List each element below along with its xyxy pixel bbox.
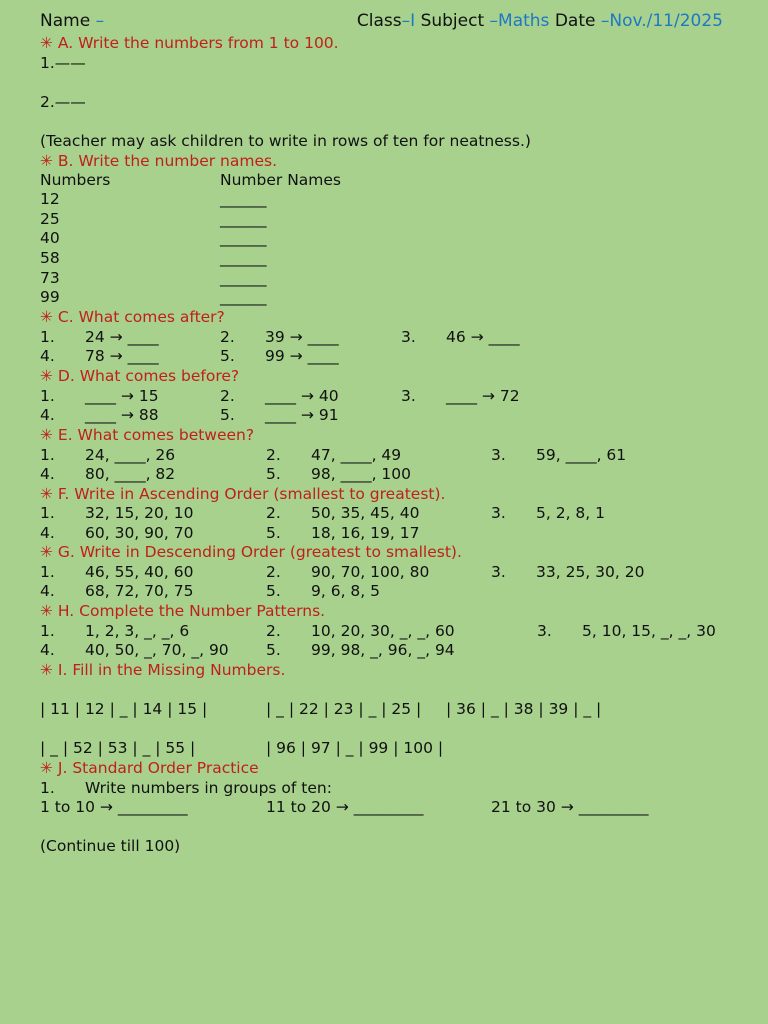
question-item bbox=[40, 524, 193, 543]
question-item bbox=[40, 446, 175, 465]
number-cell: 40 bbox=[40, 229, 60, 247]
question-item bbox=[220, 387, 339, 406]
table-row bbox=[40, 229, 740, 248]
numbers-column-header: Numbers bbox=[40, 171, 111, 189]
name-blank: ______ bbox=[220, 210, 267, 228]
question-item bbox=[491, 504, 605, 523]
question-text: 39 → ____ bbox=[265, 328, 339, 346]
number-cell: 73 bbox=[40, 269, 60, 287]
question-item bbox=[40, 347, 159, 366]
question-text: ____ → 88 bbox=[85, 406, 159, 424]
question-number: 5. bbox=[266, 465, 281, 483]
question-row bbox=[40, 582, 740, 601]
section-j-title: ✳ J. Standard Order Practice bbox=[40, 759, 259, 777]
question-text: 1, 2, 3, _, _, 6 bbox=[85, 622, 190, 640]
question-number: 5. bbox=[220, 406, 235, 424]
question-item bbox=[266, 641, 455, 660]
question-item bbox=[40, 328, 159, 347]
question-text: 99 → ____ bbox=[265, 347, 339, 365]
question-text: 32, 15, 20, 10 bbox=[85, 504, 194, 522]
question-item bbox=[266, 563, 429, 582]
question-text: ____ → 40 bbox=[265, 387, 339, 405]
number-strip: | _ | 22 | 23 | _ | 25 | bbox=[266, 700, 422, 718]
name-label: Name bbox=[40, 11, 91, 31]
question-number: 5. bbox=[266, 641, 281, 659]
question-number: 5. bbox=[266, 524, 281, 542]
question-item bbox=[40, 406, 159, 425]
instruction-text: Write numbers in groups of ten: bbox=[85, 779, 332, 797]
section-a-line-2: 2.—— bbox=[40, 93, 86, 111]
question-text: 60, 30, 90, 70 bbox=[85, 524, 194, 542]
question-item bbox=[266, 524, 419, 543]
question-text: ____ → 91 bbox=[265, 406, 339, 424]
question-item bbox=[401, 387, 520, 406]
section-e-title: ✳ E. What comes between? bbox=[40, 426, 255, 444]
missing-numbers-row-1 bbox=[40, 700, 740, 719]
number-strip: | 11 | 12 | _ | 14 | 15 | bbox=[40, 700, 208, 718]
question-text: 47, ____, 49 bbox=[311, 446, 402, 464]
question-item bbox=[266, 582, 380, 601]
question-number: 3. bbox=[491, 504, 506, 522]
question-number: 2. bbox=[266, 446, 281, 464]
question-item bbox=[40, 582, 193, 601]
question-item bbox=[266, 504, 419, 523]
question-row bbox=[40, 387, 740, 406]
question-number: 4. bbox=[40, 641, 55, 659]
group-blank: 11 to 20 → _________ bbox=[266, 798, 424, 816]
table-row bbox=[40, 288, 740, 307]
question-item bbox=[40, 563, 193, 582]
number-cell: 99 bbox=[40, 288, 60, 306]
section-c-title: ✳ C. What comes after? bbox=[40, 308, 225, 326]
section-b-title: ✳ B. Write the number names. bbox=[40, 152, 277, 170]
missing-numbers-row-2 bbox=[40, 739, 740, 758]
number-cell: 58 bbox=[40, 249, 60, 267]
name-blank: ______ bbox=[220, 269, 267, 287]
name-field bbox=[40, 11, 104, 31]
question-item bbox=[491, 563, 644, 582]
question-item bbox=[266, 622, 455, 641]
question-text: 9, 6, 8, 5 bbox=[311, 582, 381, 600]
question-row bbox=[40, 524, 740, 543]
question-number: 3. bbox=[491, 446, 506, 464]
question-number: 1. bbox=[40, 328, 55, 346]
table-row bbox=[40, 210, 740, 229]
name-blank: ______ bbox=[220, 288, 267, 306]
subject-label: Subject bbox=[415, 11, 490, 31]
question-number: 1. bbox=[40, 504, 55, 522]
question-text: 46 → ____ bbox=[446, 328, 520, 346]
question-text: 78 → ____ bbox=[85, 347, 159, 365]
group-blank: 1 to 10 → _________ bbox=[40, 798, 188, 816]
date-label: Date bbox=[549, 11, 601, 31]
question-text: 40, 50, _, 70, _, 90 bbox=[85, 641, 229, 659]
question-item bbox=[491, 446, 626, 465]
question-text: 5, 2, 8, 1 bbox=[536, 504, 606, 522]
question-number: 2. bbox=[266, 563, 281, 581]
subject-value: –Maths bbox=[489, 11, 550, 31]
question-number: 1. bbox=[40, 622, 55, 640]
question-row bbox=[40, 465, 740, 484]
date-value: –Nov./11/2025 bbox=[600, 11, 723, 31]
section-a-title: ✳ A. Write the numbers from 1 to 100. bbox=[40, 34, 339, 52]
question-text: 80, ____, 82 bbox=[85, 465, 176, 483]
name-blank: ______ bbox=[220, 249, 267, 267]
class-label: Class bbox=[356, 11, 402, 31]
question-row bbox=[40, 446, 740, 465]
group-blank: 21 to 30 → _________ bbox=[491, 798, 649, 816]
question-item bbox=[40, 387, 159, 406]
section-i-title: ✳ I. Fill in the Missing Numbers. bbox=[40, 661, 286, 679]
section-g-title: ✳ G. Write in Descending Order (greatest to smallest). bbox=[40, 543, 462, 561]
number-names-column-header: Number Names bbox=[220, 171, 341, 189]
question-number: 5. bbox=[220, 347, 235, 365]
question-number: 1. bbox=[40, 446, 55, 464]
section-j-instruction bbox=[40, 779, 740, 798]
question-text: 46, 55, 40, 60 bbox=[85, 563, 194, 581]
section-f-title: ✳ F. Write in Ascending Order (smallest to greatest). bbox=[40, 485, 446, 503]
question-row bbox=[40, 328, 740, 347]
question-number: 2. bbox=[220, 387, 235, 405]
section-a-line-1: 1.—— bbox=[40, 54, 86, 72]
question-number: 3. bbox=[491, 563, 506, 581]
table-row bbox=[40, 190, 740, 209]
question-text: 59, ____, 61 bbox=[536, 446, 627, 464]
question-text: 24 → ____ bbox=[85, 328, 159, 346]
section-h-title: ✳ H. Complete the Number Patterns. bbox=[40, 602, 326, 620]
number-strip: | 36 | _ | 38 | 39 | _ | bbox=[446, 700, 602, 718]
question-item bbox=[266, 446, 401, 465]
question-text: 99, 98, _, 96, _, 94 bbox=[311, 641, 455, 659]
number-strip: | _ | 52 | 53 | _ | 55 | bbox=[40, 739, 196, 757]
question-item bbox=[220, 406, 339, 425]
question-row bbox=[40, 504, 740, 523]
question-number: 4. bbox=[40, 582, 55, 600]
question-number: 4. bbox=[40, 347, 55, 365]
question-item bbox=[401, 328, 520, 347]
question-row bbox=[40, 563, 740, 582]
number-strip: | 96 | 97 | _ | 99 | 100 | bbox=[266, 739, 444, 757]
section-a-note: (Teacher may ask children to write in rows of ten for neatness.) bbox=[40, 132, 531, 150]
question-text: 18, 16, 19, 17 bbox=[311, 524, 420, 542]
name-blank: ______ bbox=[220, 229, 267, 247]
question-item bbox=[266, 465, 411, 484]
question-item bbox=[40, 622, 189, 641]
question-number: 1. bbox=[40, 387, 55, 405]
number-cell: 12 bbox=[40, 190, 60, 208]
section-b-header-row bbox=[40, 171, 740, 190]
question-row bbox=[40, 622, 740, 641]
question-number: 2. bbox=[266, 504, 281, 522]
class-value: –I bbox=[401, 11, 416, 31]
question-number: 1. bbox=[40, 563, 55, 581]
question-number: 5. bbox=[266, 582, 281, 600]
question-row bbox=[40, 641, 740, 660]
question-number: 1. bbox=[40, 779, 55, 797]
number-cell: 25 bbox=[40, 210, 60, 228]
section-j-footer: (Continue till 100) bbox=[40, 837, 181, 855]
question-text: 33, 25, 30, 20 bbox=[536, 563, 645, 581]
question-item bbox=[40, 641, 229, 660]
question-text: 68, 72, 70, 75 bbox=[85, 582, 194, 600]
table-row bbox=[40, 249, 740, 268]
question-text: 5, 10, 15, _, _, 30 bbox=[582, 622, 716, 640]
question-text: 10, 20, 30, _, _, 60 bbox=[311, 622, 455, 640]
question-row bbox=[40, 406, 740, 425]
question-item bbox=[40, 465, 175, 484]
question-number: 3. bbox=[401, 387, 416, 405]
question-number: 3. bbox=[537, 622, 552, 640]
question-number: 4. bbox=[40, 465, 55, 483]
worksheet-header bbox=[40, 11, 723, 33]
question-item bbox=[537, 622, 716, 641]
question-text: 90, 70, 100, 80 bbox=[311, 563, 430, 581]
section-d-title: ✳ D. What comes before? bbox=[40, 367, 240, 385]
question-text: ____ → 15 bbox=[85, 387, 159, 405]
groups-row bbox=[40, 798, 740, 817]
question-item bbox=[220, 328, 339, 347]
question-text: 98, ____, 100 bbox=[311, 465, 412, 483]
question-row bbox=[40, 347, 740, 366]
name-value: – bbox=[95, 11, 105, 31]
question-number: 2. bbox=[220, 328, 235, 346]
header-meta bbox=[357, 11, 723, 31]
question-text: 24, ____, 26 bbox=[85, 446, 176, 464]
question-text: 50, 35, 45, 40 bbox=[311, 504, 420, 522]
question-text: ____ → 72 bbox=[446, 387, 520, 405]
question-number: 4. bbox=[40, 524, 55, 542]
question-number: 3. bbox=[401, 328, 416, 346]
question-item bbox=[40, 504, 193, 523]
question-number: 2. bbox=[266, 622, 281, 640]
question-number: 4. bbox=[40, 406, 55, 424]
table-row bbox=[40, 269, 740, 288]
name-blank: ______ bbox=[220, 190, 267, 208]
question-item bbox=[220, 347, 339, 366]
